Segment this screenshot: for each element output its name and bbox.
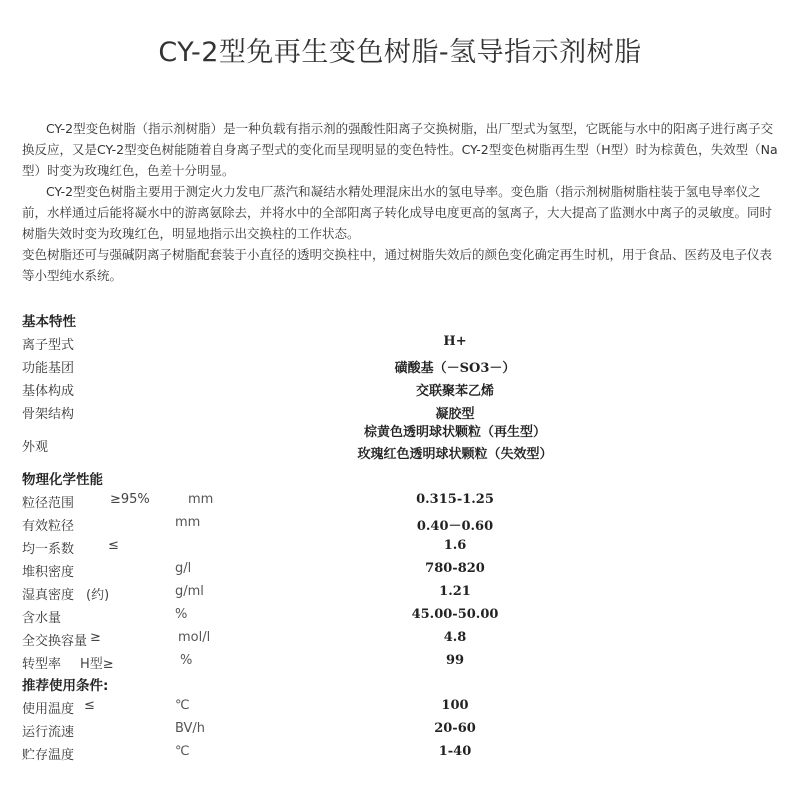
row-unit: %	[180, 653, 193, 668]
row-label: 粒径范围	[22, 496, 75, 511]
intro-paragraph-3: 变色树脂还可与强碱阴离子树脂配套装于小直径的透明交换柱中，通过树脂失效后的颜色变化确定再生时机，用于食品、医药及电子仪表等小型纯水系统。	[22, 247, 773, 283]
basic-row-structure	[22, 400, 782, 423]
row-value: 0.315-1.25	[416, 492, 494, 507]
row-qualifier: ≥	[90, 630, 101, 645]
row-unit: ℃	[175, 698, 190, 713]
intro-paragraph-2: CY-2型变色树脂主要用于测定火力发电厂蒸汽和凝结水精处理混床出水的氢电导率。变色脂（指示剂树脂树脂柱装于氢电导率仪之前，水样通过后能将凝水中的游离氨除去，并将水中的全部阳离子转化成导电度更高的氢离子，大大提高了监测水中离子的灵敏度。同时树脂失效时变为玫瑰红色，明显地指示出交换柱的工作状态。	[22, 184, 773, 241]
intro-paragraph-1: CY-2型变色树脂（指示剂树脂）是一种负载有指示剂的强酸性阳离子交换树脂，出厂型式为氢型，它既能与水中的阳离子进行离子交换反应，又是CY-2型变色树能随着自身离子型式的变化而呈现明显的变色特性。CY-2型变色树脂再生型（H型）时为棕黄色，失效型（Na型）时变为玫瑰红色，色差十分明显。	[22, 121, 778, 178]
basic-row-ion-form	[22, 331, 782, 354]
physchem-row-particle-range	[22, 489, 782, 512]
basic-properties-heading: 基本特性	[22, 314, 76, 330]
row-value: 0.40－0.60	[416, 519, 494, 534]
row-value: 780-820	[425, 561, 485, 576]
row-label: 贮存温度	[22, 748, 75, 763]
row-unit: mm	[175, 515, 201, 530]
appearance-exhausted: 玫瑰红色透明球状颗粒（失效型）	[357, 447, 553, 462]
physchem-row-wet-density	[22, 581, 782, 604]
row-value: 磺酸基（－SO3－）	[394, 361, 516, 376]
row-label: 有效粒径	[22, 519, 75, 534]
row-label: 堆积密度	[22, 565, 75, 580]
row-label: 均一系数	[22, 542, 75, 557]
row-value: 99	[445, 653, 465, 668]
basic-row-matrix	[22, 377, 782, 400]
basic-row-appearance	[22, 422, 782, 468]
row-label: 离子型式	[22, 338, 75, 353]
row-qualifier: ≥95%	[110, 492, 150, 507]
physchem-row-effective-size	[22, 512, 782, 535]
usage-row-flow-rate	[22, 718, 782, 741]
usage-row-storage-temp	[22, 741, 782, 764]
row-label: 含水量	[22, 611, 62, 626]
row-label: 转型率	[22, 657, 62, 672]
row-label: 基体构成	[22, 384, 75, 399]
usage-heading: 推荐使用条件:	[22, 678, 109, 694]
row-qualifier: (约)	[86, 588, 110, 603]
row-value: 100	[441, 698, 469, 713]
row-unit: %	[175, 607, 188, 622]
row-value: 1.6	[443, 538, 467, 553]
row-unit: mm	[188, 492, 214, 507]
row-value: H+	[443, 334, 467, 349]
row-label: 全交换容量	[22, 634, 88, 649]
basic-row-functional-group	[22, 354, 782, 377]
row-value: 4.8	[443, 630, 467, 645]
row-unit: ℃	[175, 744, 190, 759]
row-value: 凝胶型	[435, 407, 475, 422]
row-unit: BV/h	[175, 721, 206, 736]
row-value: 1-40	[438, 744, 472, 759]
row-qualifier: ≤	[108, 538, 119, 553]
page-title: CY-2型免再生变色树脂-氢导指示剂树脂	[158, 37, 642, 68]
physchem-heading: 物理化学性能	[22, 472, 103, 488]
intro-text	[22, 118, 782, 286]
appearance-regenerated: 棕黄色透明球状颗粒（再生型）	[363, 425, 546, 440]
row-value	[350, 422, 560, 466]
row-value: 20-60	[434, 721, 476, 736]
row-label: 功能基团	[22, 361, 75, 376]
row-value: 1.21	[439, 584, 471, 599]
row-value: 45.00-50.00	[411, 607, 499, 622]
physchem-row-conversion-rate	[22, 650, 782, 673]
row-value: 交联聚苯乙烯	[415, 384, 494, 399]
physchem-row-bulk-density	[22, 558, 782, 581]
row-unit: g/ml	[175, 584, 204, 599]
row-label: 使用温度	[22, 702, 75, 717]
usage-row-temperature	[22, 695, 782, 718]
row-qualifier: ≤	[84, 698, 95, 713]
row-label: 外观	[22, 440, 49, 455]
physchem-row-uniformity	[22, 535, 782, 558]
row-qualifier: H型≥	[80, 657, 114, 672]
row-unit: mol/l	[178, 630, 211, 645]
row-label: 湿真密度	[22, 588, 75, 603]
row-unit: g/l	[175, 561, 192, 576]
physchem-row-water-content	[22, 604, 782, 627]
row-label: 骨架结构	[22, 407, 75, 422]
physchem-row-exchange-capacity	[22, 627, 782, 650]
row-label: 运行流速	[22, 725, 75, 740]
